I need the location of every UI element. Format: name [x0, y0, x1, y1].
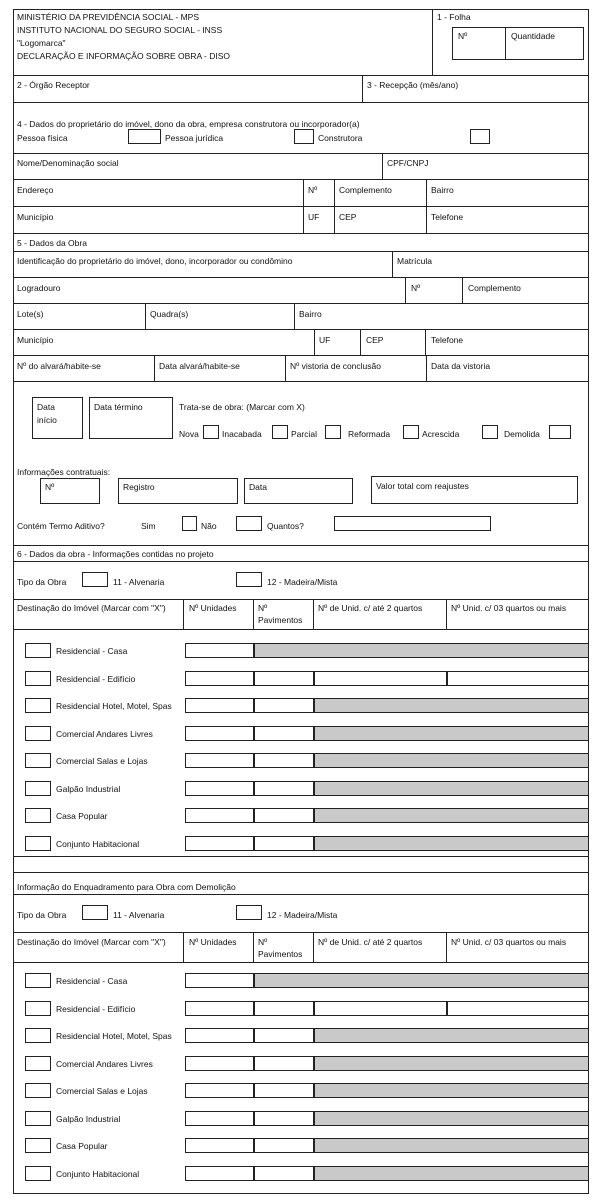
recepcao-label: 3 - Recepção (mês/ano) — [367, 80, 459, 90]
sec5-title: 5 - Dados da Obra — [17, 238, 87, 248]
sec7-pavimentos-cell[interactable] — [254, 1001, 314, 1016]
sec6-row-label: Residencial - Edifício — [56, 673, 136, 684]
sec6-title: 6 - Dados da obra - Informações contidas no projeto — [17, 549, 214, 559]
quantos-field[interactable] — [334, 516, 491, 531]
sec4-title: 4 - Dados do proprietário do imóvel, dono da obra, empresa construtora ou incorporador(a) — [17, 119, 360, 129]
sec7-row-checkbox[interactable] — [25, 1083, 51, 1098]
sec7-pavimentos-cell[interactable] — [254, 1028, 314, 1043]
bairro-label: Bairro — [431, 185, 454, 195]
sec7-unidades-cell[interactable] — [185, 973, 254, 988]
sec7-row-label: Galpão Industrial — [56, 1113, 121, 1124]
sec7-shaded-cell — [314, 1166, 589, 1181]
sec7-col-unidades: Nº Unidades — [189, 937, 237, 947]
folha-label: 1 - Folha — [437, 12, 471, 22]
sec6-row-checkbox[interactable] — [25, 698, 51, 713]
sec6-row-checkbox[interactable] — [25, 781, 51, 796]
pessoa-fisica-checkbox[interactable] — [128, 129, 161, 144]
sec7-3quartos-cell[interactable] — [447, 1001, 589, 1016]
reformada-label: Reformada — [348, 429, 391, 439]
sec6-row-checkbox[interactable] — [25, 643, 51, 658]
form-frame — [13, 9, 589, 1194]
contrato-no-label: Nº — [45, 482, 55, 492]
obra-municipio-label: Município — [17, 335, 54, 345]
sec6-col-3quartos: Nº Unid. c/ 03 quartos ou mais — [451, 603, 567, 613]
sec6-row-label: Residencial Hotel, Motel, Spas — [56, 701, 172, 711]
telefone-label: Telefone — [431, 212, 464, 222]
data-inicio-label-2: início — [37, 415, 57, 425]
construtora-label: Construtora — [318, 133, 363, 143]
contrato-registro-label: Registro — [123, 482, 155, 492]
sec7-col-pav-2: Pavimentos — [258, 949, 303, 959]
endereco-label: Endereço — [17, 185, 54, 195]
sec6-unidades-cell[interactable] — [185, 753, 254, 768]
sec6-tipo-label: Tipo da Obra — [17, 577, 67, 587]
demolida-label: Demolida — [504, 429, 540, 439]
sec6-unidades-cell[interactable] — [185, 698, 254, 713]
cpf-cnpj-label: CPF/CNPJ — [387, 158, 429, 168]
sec6-shaded-cell — [314, 698, 589, 713]
sec7-unidades-cell[interactable] — [185, 1056, 254, 1071]
sec6-shaded-cell — [314, 781, 589, 796]
sec6-2quartos-cell[interactable] — [314, 671, 447, 686]
data-termino-label: Data término — [94, 402, 143, 412]
sec7-unidades-cell[interactable] — [185, 1028, 254, 1043]
logradouro-label: Logradouro — [17, 283, 61, 293]
sec7-col-pav-1: Nº — [258, 937, 268, 947]
obra-telefone-label: Telefone — [431, 335, 464, 345]
nova-label: Nova — [179, 429, 199, 439]
sec7-unidades-cell[interactable] — [185, 1166, 254, 1181]
identificacao-label: Identificação do proprietário do imóvel, dono, incorporador ou condômino — [17, 256, 293, 266]
sec7-col-3quartos: Nº Unid. c/ 03 quartos ou mais — [451, 937, 567, 947]
sec7-shaded-cell — [314, 1056, 589, 1071]
sec6-pavimentos-cell[interactable] — [254, 671, 314, 686]
reformada-checkbox[interactable] — [403, 425, 419, 439]
sec7-madeira-label: 12 - Madeira/Mista — [267, 910, 338, 920]
sec6-col-pav-2: Pavimentos — [258, 615, 303, 625]
sec6-shaded-cell — [314, 836, 589, 851]
lotes-label: Lote(s) — [17, 309, 44, 319]
sec7-shaded-cell — [314, 1138, 589, 1153]
orgao-receptor-label: 2 - Órgão Receptor — [17, 80, 90, 90]
sec7-shaded-cell — [314, 1028, 589, 1043]
sec7-col-destinacao: Destinação do Imóvel (Marcar com "X") — [17, 937, 166, 947]
sec6-pavimentos-cell[interactable] — [254, 836, 314, 851]
header-logomarca: "Logomarca" — [17, 38, 66, 48]
endereco-no-label: Nº — [308, 185, 318, 195]
sec6-col-destinacao: Destinação do Imóvel (Marcar com "X") — [17, 603, 166, 613]
parcial-checkbox[interactable] — [325, 425, 341, 439]
sec6-row-label: Galpão Industrial — [56, 783, 121, 794]
alvara-no-label: Nº do alvará/habite-se — [17, 361, 101, 371]
sec7-alvenaria-checkbox[interactable] — [82, 905, 108, 920]
pessoa-juridica-label: Pessoa jurídica — [165, 133, 224, 143]
sec7-row-label: Residencial - Casa — [56, 976, 128, 986]
sec6-unidades-cell[interactable] — [185, 671, 254, 686]
sec7-pavimentos-cell[interactable] — [254, 1111, 314, 1126]
nome-label: Nome/Denominação social — [17, 158, 119, 168]
sec7-pavimentos-cell[interactable] — [254, 1166, 314, 1181]
sec7-row-label: Comercial Salas e Lojas — [56, 1086, 148, 1096]
sec6-madeira-checkbox[interactable] — [236, 572, 262, 587]
contrato-valor-label: Valor total com reajustes — [376, 481, 469, 491]
sec6-pavimentos-cell[interactable] — [254, 698, 314, 713]
sec6-shaded-cell — [314, 726, 589, 741]
sec6-3quartos-cell[interactable] — [447, 671, 589, 686]
sec7-pavimentos-cell[interactable] — [254, 1056, 314, 1071]
pessoa-fisica-label: Pessoa física — [17, 133, 68, 143]
header-title: DECLARAÇÃO E INFORMAÇÃO SOBRE OBRA - DISO — [17, 51, 231, 61]
sec7-unidades-cell[interactable] — [185, 1083, 254, 1098]
folha-quantidade-label: Quantidade — [511, 31, 555, 41]
sim-label: Sim — [141, 521, 156, 531]
acrescida-label: Acrescida — [422, 429, 460, 439]
nao-label: Não — [201, 521, 217, 531]
inacabada-checkbox[interactable] — [272, 425, 288, 439]
sec6-alvenaria-checkbox[interactable] — [82, 572, 108, 587]
sec7-row-checkbox[interactable] — [25, 1166, 51, 1181]
termo-aditivo-label: Contém Termo Aditivo? — [17, 521, 105, 531]
sec7-pavimentos-cell[interactable] — [254, 1138, 314, 1153]
logradouro-no-label: Nº — [411, 283, 421, 293]
quantos-label: Quantos? — [267, 521, 304, 531]
sec6-row-checkbox[interactable] — [25, 836, 51, 851]
nao-checkbox[interactable] — [236, 516, 262, 531]
sec6-unidades-cell[interactable] — [185, 643, 254, 658]
sec7-alvenaria-label: 11 - Alvenaria — [113, 910, 165, 920]
sec7-row-checkbox[interactable] — [25, 1028, 51, 1043]
sec7-row-checkbox[interactable] — [25, 1001, 51, 1016]
sec6-row-label: Comercial Andares Livres — [56, 728, 153, 739]
sec6-row-checkbox[interactable] — [25, 671, 51, 686]
obra-uf-label: UF — [319, 335, 331, 345]
sec6-unidades-cell[interactable] — [185, 836, 254, 851]
sec6-row-label: Comercial Salas e Lojas — [56, 756, 148, 766]
folha-no-label: Nº — [458, 31, 468, 41]
sec6-row-checkbox[interactable] — [25, 753, 51, 768]
pessoa-juridica-checkbox[interactable] — [294, 129, 314, 144]
sec6-shaded-cell — [254, 643, 589, 658]
sec7-row-label: Conjunto Habitacional — [56, 1168, 140, 1179]
sec6-shaded-cell — [314, 808, 589, 823]
sec7-shaded-cell — [314, 1111, 589, 1126]
logradouro-complemento-label: Complemento — [468, 283, 521, 293]
construtora-checkbox[interactable] — [470, 129, 490, 144]
sec6-col-pav-1: Nº — [258, 603, 268, 613]
sec7-pavimentos-cell[interactable] — [254, 1083, 314, 1098]
sec6-pavimentos-cell[interactable] — [254, 753, 314, 768]
sec6-unidades-cell[interactable] — [185, 781, 254, 796]
sec6-madeira-label: 12 - Madeira/Mista — [267, 577, 338, 587]
sec6-row-checkbox[interactable] — [25, 726, 51, 741]
sec6-pavimentos-cell[interactable] — [254, 808, 314, 823]
sec7-col-2quartos: Nº de Unid. c/ até 2 quartos — [318, 937, 423, 947]
contrato-data-label: Data — [249, 482, 267, 492]
demolida-checkbox[interactable] — [549, 425, 571, 439]
sec7-row-checkbox[interactable] — [25, 1111, 51, 1126]
obra-cep-label: CEP — [366, 335, 384, 345]
sec6-pavimentos-cell[interactable] — [254, 781, 314, 796]
sec6-unidades-cell[interactable] — [185, 808, 254, 823]
trata-se-label: Trata-se de obra: (Marcar com X) — [179, 402, 305, 412]
sec7-row-label: Comercial Andares Livres — [56, 1058, 153, 1069]
sec7-row-label: Casa Popular — [56, 1141, 108, 1151]
sec6-row-label: Casa Popular — [56, 811, 108, 821]
sec7-row-checkbox[interactable] — [25, 973, 51, 988]
sec6-pavimentos-cell[interactable] — [254, 726, 314, 741]
sim-checkbox[interactable] — [182, 516, 197, 531]
info-contratuais-label: Informações contratuais: — [17, 467, 111, 477]
municipio-label: Município — [17, 212, 54, 222]
vistoria-data-label: Data da vistoria — [431, 361, 491, 371]
sec7-row-label: Residencial Hotel, Motel, Spas — [56, 1031, 172, 1041]
sec7-row-checkbox[interactable] — [25, 1138, 51, 1153]
sec7-row-checkbox[interactable] — [25, 1056, 51, 1071]
sec6-alvenaria-label: 11 - Alvenaria — [113, 577, 165, 587]
sec6-row-label: Conjunto Habitacional — [56, 838, 140, 849]
nova-checkbox[interactable] — [203, 425, 219, 439]
sec7-title: Informação do Enquadramento para Obra com Demolição — [17, 882, 236, 892]
sec6-col-2quartos: Nº de Unid. c/ até 2 quartos — [318, 603, 423, 613]
sec7-unidades-cell[interactable] — [185, 1001, 254, 1016]
header-line1: MINISTÉRIO DA PREVIDÊNCIA SOCIAL - MPS — [17, 12, 199, 22]
quadras-label: Quadra(s) — [150, 309, 189, 319]
alvara-data-label: Data alvará/habite-se — [159, 361, 240, 371]
complemento-label: Complemento — [339, 185, 392, 195]
sec6-unidades-cell[interactable] — [185, 726, 254, 741]
obra-bairro-label: Bairro — [299, 309, 322, 319]
matricula-label: Matrícula — [397, 256, 432, 266]
sec6-shaded-cell — [314, 753, 589, 768]
sec7-tipo-label: Tipo da Obra — [17, 910, 67, 920]
sec7-shaded-cell — [254, 973, 589, 988]
sec6-row-checkbox[interactable] — [25, 808, 51, 823]
sec7-unidades-cell[interactable] — [185, 1111, 254, 1126]
sec7-unidades-cell[interactable] — [185, 1138, 254, 1153]
sec6-col-unidades: Nº Unidades — [189, 603, 237, 613]
inacabada-label: Inacabada — [222, 429, 262, 439]
sec7-shaded-cell — [314, 1083, 589, 1098]
data-inicio-label-1: Data — [37, 402, 55, 412]
header-line2: INSTITUTO NACIONAL DO SEGURO SOCIAL - INSS — [17, 25, 223, 35]
sec7-2quartos-cell[interactable] — [314, 1001, 447, 1016]
sec7-row-label: Residencial - Edifício — [56, 1003, 136, 1014]
sec7-madeira-checkbox[interactable] — [236, 905, 262, 920]
cep-label: CEP — [339, 212, 357, 222]
acrescida-checkbox[interactable] — [482, 425, 498, 439]
vistoria-no-label: Nº vistoria de conclusão — [290, 361, 381, 371]
uf-label: UF — [308, 212, 320, 222]
sec6-row-label: Residencial - Casa — [56, 646, 128, 656]
parcial-label: Parcial — [291, 429, 317, 439]
